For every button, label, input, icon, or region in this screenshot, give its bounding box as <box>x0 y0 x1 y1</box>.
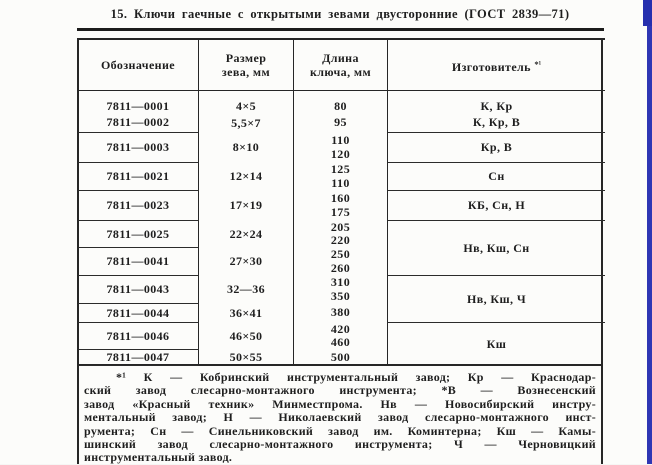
footnote-line: инструментальный завод. <box>84 450 233 465</box>
length-value: 250 <box>330 247 351 261</box>
length-value: 380 <box>330 305 351 320</box>
length-cell <box>294 304 388 323</box>
maker-cell: Сн <box>388 163 606 191</box>
table-row <box>78 91 605 114</box>
footnote-marker: *¹ <box>534 58 542 69</box>
length-value: 350 <box>330 288 351 303</box>
footnote-line: ский завод слесарно-монтажного инструмента; *В — Вознесенский <box>84 383 596 398</box>
col-header-line: Размер <box>225 51 267 65</box>
col-header-maker-label: Изготовитель <box>451 59 531 74</box>
length-cell <box>294 350 388 366</box>
footnote-line: завод «Красный техник» Минместпрома. Нв — Новосибирский инстру- <box>84 396 596 411</box>
length-value: 95 <box>334 115 347 130</box>
maker-cell: Кш <box>486 336 507 351</box>
maker-cell: Кр, В <box>388 133 606 163</box>
col-header-key-length <box>294 39 388 91</box>
designation-cell: 7811—0021 <box>78 163 199 191</box>
length-cell <box>294 114 388 133</box>
length-cell <box>294 133 388 163</box>
designation-cell: 7811—0043 <box>78 276 199 304</box>
length-value: 460 <box>330 335 351 349</box>
size-cell: 27×30 <box>199 248 294 276</box>
footnote <box>84 371 596 465</box>
scan-edge-corner <box>643 0 652 26</box>
size-cell: 50×55 <box>199 350 294 366</box>
table-row <box>78 276 605 304</box>
maker-cell: КБ, Сн, Н <box>388 191 606 221</box>
table-row <box>78 221 605 248</box>
size-cell: 46×50 <box>199 323 294 350</box>
length-cell <box>294 163 388 191</box>
size-cell: 17×19 <box>199 191 294 221</box>
table-row <box>78 163 605 191</box>
col-header-maker <box>388 39 606 91</box>
table-row <box>78 114 605 133</box>
size-cell: 22×24 <box>199 221 294 248</box>
table-row <box>78 191 605 221</box>
col-header-designation: Обозначение <box>78 39 199 91</box>
length-value: 160 <box>330 191 351 205</box>
size-cell: 12×14 <box>199 163 294 191</box>
maker-cell: К, Кр, В <box>388 114 606 133</box>
length-value: 260 <box>330 260 351 275</box>
col-header-line: Длина <box>322 51 359 65</box>
footnote-line: ментальный завод; Н — Николаевский завод слесарно-монтажного инст- <box>84 410 596 425</box>
page-title: 15. Ключи гаечные с открытыми зевами двусторонние (ГОСТ 2839—71) <box>110 7 570 21</box>
length-value: 110 <box>331 175 350 190</box>
designation-cell: 7811—0023 <box>78 191 199 221</box>
length-cell <box>294 276 388 304</box>
length-cell <box>294 323 388 350</box>
size-cell: 8×10 <box>199 133 294 163</box>
footnote-line: *¹ К — Кобринский инструментальный завод; Кр — Краснодар- <box>116 370 596 384</box>
designation-cell: 7811—0003 <box>78 133 199 163</box>
length-value: 310 <box>330 275 351 289</box>
size-cell: 36×41 <box>199 304 294 323</box>
table-row <box>78 133 605 163</box>
scan-edge-strip <box>647 0 652 464</box>
designation-cell: 7811—0044 <box>78 304 199 323</box>
col-header-jaw-size <box>199 39 294 91</box>
length-cell <box>294 191 388 221</box>
table-header <box>78 39 605 91</box>
size-cell: 5,5×7 <box>199 114 294 133</box>
length-value: 110 <box>331 133 350 147</box>
length-cell <box>294 248 388 276</box>
wrench-spec-table <box>78 38 605 366</box>
length-value: 125 <box>330 162 351 176</box>
length-value: 220 <box>330 233 351 247</box>
maker-cell: Нв, Кш, Ч <box>388 276 606 323</box>
length-value: 80 <box>334 99 347 113</box>
length-value: 120 <box>330 146 351 161</box>
length-value: 175 <box>330 204 351 219</box>
maker-cell: К, Кр <box>480 98 513 113</box>
length-cell <box>294 221 388 248</box>
col-header-line: зева, мм <box>221 65 271 79</box>
designation-cell: 7811—0001 <box>78 91 199 114</box>
size-cell: 32—36 <box>199 276 294 304</box>
length-value: 500 <box>330 349 351 364</box>
designation-cell: 7811—0025 <box>78 221 199 248</box>
designation-cell: 7811—0047 <box>78 350 199 366</box>
footnote-line: румента; Сн — Синельниковский завод им. Коминтерна; Кш — Камы- <box>84 423 596 438</box>
designation-cell: 7811—0041 <box>78 248 199 276</box>
maker-cell: Нв, Кш, Сн <box>388 221 606 276</box>
size-cell: 4×5 <box>199 91 294 114</box>
length-value: 205 <box>330 220 351 234</box>
designation-cell: 7811—0002 <box>78 114 199 133</box>
col-header-line: ключа, мм <box>309 65 372 79</box>
title-divider-rule <box>77 28 604 31</box>
length-value: 420 <box>330 322 351 336</box>
length-cell <box>294 91 388 114</box>
table-row <box>78 323 605 350</box>
footnote-line: шинский завод слесарно-монтажного инструмента; Ч — Черновицкий <box>84 437 596 452</box>
designation-cell: 7811—0046 <box>78 323 199 350</box>
